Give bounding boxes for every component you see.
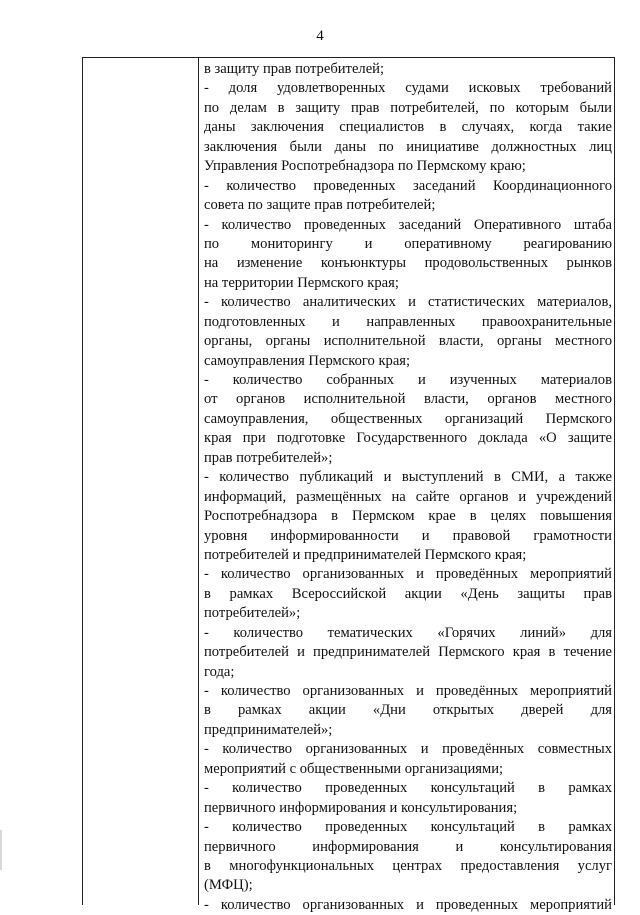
text-line: - доля удовлетворенных судами исковых требований xyxy=(204,80,612,97)
page-number: 4 xyxy=(316,28,324,44)
text-line: в рамках акции «Дни открытых дверей для xyxy=(204,702,612,719)
text-line: в многофункциональных центрах предоставления услуг xyxy=(204,857,612,874)
text-line: в рамках Всероссийской акции «День защиты прав xyxy=(204,585,612,602)
text-line: - количество организованных и проведённых совместных xyxy=(204,741,612,758)
text-line: мероприятий с общественными организациями; xyxy=(204,760,504,777)
text-line: даны заключения специалистов в случаях, когда такие xyxy=(204,119,612,136)
text-line: на изменение конъюнктуры продовольственных рынков xyxy=(204,255,612,272)
text-line: Управления Роспотребнадзора по Пермскому краю; xyxy=(204,158,526,175)
text-line: подготовленных и направленных правоохранительные xyxy=(204,313,612,330)
text-line: на территории Пермского края; xyxy=(204,274,399,291)
text-line: потребителей и предпринимателей Пермского края в течение xyxy=(204,644,612,661)
text-line: потребителей и предпринимателей Пермского края; xyxy=(204,546,527,563)
text-line: (МФЦ); xyxy=(204,877,253,894)
text-line: - количество собранных и изученных материалов xyxy=(204,372,612,388)
text-line: в защиту прав потребителей; xyxy=(204,61,385,77)
text-line: - количество организованных и проведенных мероприятий xyxy=(204,896,612,913)
text-line: - количество публикаций и выступлений в СМИ, а также xyxy=(204,469,612,486)
text-line: информаций, размещённых на сайте органов и учреждений xyxy=(204,488,612,505)
text-line: уровня информированности и правовой грамотности xyxy=(204,527,612,544)
column-divider xyxy=(198,58,199,905)
text-line: предпринимателей»; xyxy=(204,721,333,738)
text-line: - количество организованных и проведённых мероприятий xyxy=(204,683,612,699)
left-column-cell xyxy=(83,58,198,905)
text-line: самоуправления, общественных организаций Пермского xyxy=(204,410,612,427)
text-line: первичного информирования и консультирования xyxy=(204,838,612,855)
text-line: потребителей»; xyxy=(204,605,301,622)
text-line: края при подготовке Государственного доклада «О защите xyxy=(204,430,612,447)
text-line: прав потребителей»; xyxy=(204,449,333,466)
text-line: - количество аналитических и статистических материалов, xyxy=(204,294,612,311)
text-line: от органов исполнительной власти, органов местного xyxy=(204,391,612,408)
text-line: по мониторингу и оперативному реагированию xyxy=(204,235,612,252)
text-line: - количество проведенных консультаций в рамках xyxy=(204,780,612,797)
text-line: совета по защите прав потребителей; xyxy=(204,197,436,214)
document-table xyxy=(82,57,615,913)
text-line: по делам в защиту прав потребителей, по которым были xyxy=(204,99,612,116)
text-line: самоуправления Пермского края; xyxy=(204,352,411,369)
text-line: органы, органы исполнительной власти, органы местного xyxy=(204,333,612,350)
text-line: - количество проведенных заседаний Координационного xyxy=(204,177,612,194)
text-line: - количество проведенных консультаций в рамках xyxy=(204,819,612,836)
text-line: - количество проведенных заседаний Оперативного штаба xyxy=(204,216,612,233)
text-line: Роспотребнадзора в Пермском крае в целях повышения xyxy=(204,508,612,525)
text-line: первичного информирования и консультирования; xyxy=(204,799,518,816)
text-line: года; xyxy=(204,663,235,680)
text-line: заключения были даны по инициативе должностных лиц xyxy=(204,138,612,155)
right-column-cell xyxy=(204,60,612,915)
scan-margin-mark xyxy=(0,830,2,870)
text-line: - количество тематических «Горячих линий» для xyxy=(204,624,612,641)
text-line: - количество организованных и проведённых мероприятий xyxy=(204,566,612,583)
